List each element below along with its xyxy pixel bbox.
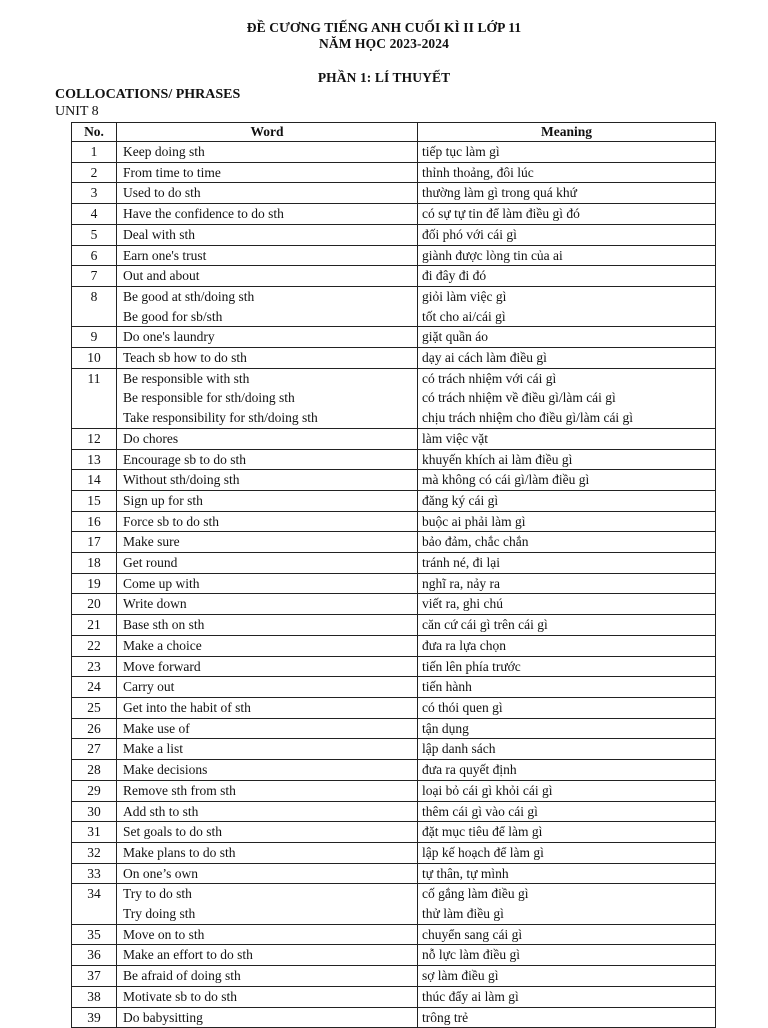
table-row bbox=[72, 368, 716, 428]
meaning-line: có sự tự tin để làm điều gì đó bbox=[422, 206, 580, 222]
word-cell bbox=[117, 511, 418, 532]
table-row bbox=[72, 635, 716, 656]
word-line: Force sb to do sth bbox=[123, 513, 219, 529]
table-row bbox=[72, 327, 716, 348]
meaning-line: lập kế hoạch để làm gì bbox=[422, 844, 544, 860]
row-number: 23 bbox=[72, 656, 117, 677]
meaning-cell bbox=[418, 863, 716, 884]
meaning-cell bbox=[418, 327, 716, 348]
meaning-line: mà không có cái gì/làm điều gì bbox=[422, 472, 590, 488]
word-cell bbox=[117, 327, 418, 348]
meaning-line: nghĩ ra, nảy ra bbox=[422, 575, 500, 591]
word-cell bbox=[117, 697, 418, 718]
row-number: 19 bbox=[72, 573, 117, 594]
row-number: 10 bbox=[72, 348, 117, 369]
word-line: Deal with sth bbox=[123, 226, 195, 242]
word-cell bbox=[117, 449, 418, 470]
meaning-cell bbox=[418, 162, 716, 183]
word-line: Do babysitting bbox=[123, 1009, 203, 1025]
meaning-line: thường làm gì trong quá khứ bbox=[422, 185, 577, 201]
word-line: Set goals to do sth bbox=[123, 824, 223, 840]
table-body bbox=[72, 142, 716, 1028]
meaning-line: có thói quen gì bbox=[422, 699, 503, 715]
word-line: Do chores bbox=[123, 430, 179, 446]
word-cell bbox=[117, 945, 418, 966]
meaning-line: tiến hành bbox=[422, 679, 472, 695]
table-row bbox=[72, 162, 716, 183]
row-number: 20 bbox=[72, 594, 117, 615]
table-row bbox=[72, 1007, 716, 1028]
meaning-line: chuyển sang cái gì bbox=[422, 926, 523, 942]
meaning-cell bbox=[418, 532, 716, 553]
meaning-line: đi đây đi đó bbox=[422, 268, 487, 284]
column-header-word: Word bbox=[117, 123, 418, 142]
meaning-line: bảo đảm, chắc chắn bbox=[422, 534, 529, 550]
unit-label: UNIT 8 bbox=[55, 104, 99, 119]
meaning-line: viết ra, ghi chú bbox=[422, 596, 503, 612]
table-row bbox=[72, 739, 716, 760]
word-cell bbox=[117, 470, 418, 491]
row-number: 14 bbox=[72, 470, 117, 491]
meaning-cell bbox=[418, 966, 716, 987]
table-row bbox=[72, 863, 716, 884]
row-number: 11 bbox=[72, 368, 117, 428]
table-row bbox=[72, 924, 716, 945]
meaning-line: cố gắng làm điều gì bbox=[422, 886, 529, 902]
row-number: 26 bbox=[72, 718, 117, 739]
meaning-line: buộc ai phải làm gì bbox=[422, 513, 526, 529]
table-row bbox=[72, 615, 716, 636]
word-cell bbox=[117, 863, 418, 884]
word-line: Move on to sth bbox=[123, 926, 205, 942]
meaning-line: đối phó với cái gì bbox=[422, 226, 517, 242]
word-cell bbox=[117, 635, 418, 656]
table-row bbox=[72, 553, 716, 574]
word-line: Make decisions bbox=[123, 762, 208, 778]
word-line: Be good for sb/sth bbox=[123, 308, 223, 324]
word-line: Be good at sth/doing sth bbox=[123, 288, 255, 304]
meaning-line: sợ làm điều gì bbox=[422, 968, 499, 984]
table-row bbox=[72, 490, 716, 511]
word-cell bbox=[117, 490, 418, 511]
word-cell bbox=[117, 677, 418, 698]
school-year: NĂM HỌC 2023-2024 bbox=[319, 36, 449, 51]
meaning-cell bbox=[418, 224, 716, 245]
table-row bbox=[72, 183, 716, 204]
meaning-cell bbox=[418, 986, 716, 1007]
word-line: Earn one's trust bbox=[123, 247, 207, 263]
meaning-cell bbox=[418, 760, 716, 781]
word-line: Do one's laundry bbox=[123, 329, 215, 345]
row-number: 39 bbox=[72, 1007, 117, 1028]
word-cell bbox=[117, 760, 418, 781]
word-line: Make use of bbox=[123, 720, 190, 736]
row-number: 33 bbox=[72, 863, 117, 884]
meaning-line: giành được lòng tin của ai bbox=[422, 247, 563, 263]
row-number: 31 bbox=[72, 822, 117, 843]
table-row bbox=[72, 780, 716, 801]
meaning-cell bbox=[418, 780, 716, 801]
word-line: Take responsibility for sth/doing sth bbox=[123, 410, 318, 426]
meaning-cell bbox=[418, 615, 716, 636]
meaning-line: có trách nhiệm với cái gì bbox=[422, 370, 557, 386]
meaning-line: tận dụng bbox=[422, 720, 469, 736]
meaning-cell bbox=[418, 490, 716, 511]
word-cell bbox=[117, 573, 418, 594]
row-number: 4 bbox=[72, 204, 117, 225]
word-cell bbox=[117, 553, 418, 574]
word-line: Base sth on sth bbox=[123, 617, 205, 633]
row-number: 12 bbox=[72, 428, 117, 449]
meaning-line: thử làm điều gì bbox=[422, 906, 504, 922]
table-row bbox=[72, 573, 716, 594]
table-row bbox=[72, 718, 716, 739]
word-line: Teach sb how to do sth bbox=[123, 350, 247, 366]
row-number: 5 bbox=[72, 224, 117, 245]
meaning-cell bbox=[418, 245, 716, 266]
row-number: 13 bbox=[72, 449, 117, 470]
table-row bbox=[72, 470, 716, 491]
table-row bbox=[72, 594, 716, 615]
word-line: Be responsible with sth bbox=[123, 370, 250, 386]
row-number: 8 bbox=[72, 286, 117, 326]
meaning-line: tránh né, đi lại bbox=[422, 555, 500, 571]
word-cell bbox=[117, 780, 418, 801]
table-row bbox=[72, 224, 716, 245]
word-line: Encourage sb to do sth bbox=[123, 451, 246, 467]
meaning-cell bbox=[418, 470, 716, 491]
row-number: 6 bbox=[72, 245, 117, 266]
table-row bbox=[72, 966, 716, 987]
table-row bbox=[72, 204, 716, 225]
meaning-cell bbox=[418, 266, 716, 287]
meaning-line: tiếp tục làm gì bbox=[422, 144, 500, 159]
word-cell bbox=[117, 368, 418, 428]
meaning-cell bbox=[418, 449, 716, 470]
meaning-line: chịu trách nhiệm cho điều gì/làm cái gì bbox=[422, 410, 634, 426]
word-cell bbox=[117, 842, 418, 863]
table-row bbox=[72, 822, 716, 843]
row-number: 16 bbox=[72, 511, 117, 532]
word-cell bbox=[117, 924, 418, 945]
table-row bbox=[72, 884, 716, 924]
row-number: 17 bbox=[72, 532, 117, 553]
meaning-cell bbox=[418, 1007, 716, 1028]
row-number: 24 bbox=[72, 677, 117, 698]
meaning-cell bbox=[418, 183, 716, 204]
row-number: 34 bbox=[72, 884, 117, 924]
document-title: ĐỀ CƯƠNG TIẾNG ANH CUỐI KÌ II LỚP 11 bbox=[246, 20, 522, 35]
meaning-cell bbox=[418, 511, 716, 532]
meaning-cell bbox=[418, 348, 716, 369]
word-cell bbox=[117, 204, 418, 225]
word-cell bbox=[117, 1007, 418, 1028]
meaning-line: đăng ký cái gì bbox=[422, 492, 499, 508]
meaning-line: nỗ lực làm điều gì bbox=[422, 947, 521, 963]
word-line: Without sth/doing sth bbox=[123, 472, 240, 488]
meaning-line: đưa ra lựa chọn bbox=[422, 637, 506, 653]
word-line: Get into the habit of sth bbox=[123, 699, 251, 715]
table-row bbox=[72, 142, 716, 163]
word-line: Out and about bbox=[123, 268, 200, 284]
meaning-line: tiến lên phía trước bbox=[422, 658, 521, 674]
meaning-line: thúc đẩy ai làm gì bbox=[422, 988, 519, 1004]
meaning-cell bbox=[418, 697, 716, 718]
header-row bbox=[72, 123, 716, 142]
word-line: Sign up for sth bbox=[123, 492, 203, 508]
row-number: 38 bbox=[72, 986, 117, 1007]
word-cell bbox=[117, 615, 418, 636]
row-number: 29 bbox=[72, 780, 117, 801]
word-line: Keep doing sth bbox=[123, 144, 205, 159]
meaning-cell bbox=[418, 822, 716, 843]
word-cell bbox=[117, 245, 418, 266]
meaning-line: thêm cái gì vào cái gì bbox=[422, 803, 538, 819]
meaning-line: thỉnh thoảng, đôi lúc bbox=[422, 164, 534, 180]
word-line: Be afraid of doing sth bbox=[123, 968, 241, 984]
row-number: 2 bbox=[72, 162, 117, 183]
word-cell bbox=[117, 884, 418, 924]
word-line: Make sure bbox=[123, 534, 180, 550]
word-cell bbox=[117, 718, 418, 739]
table-row bbox=[72, 286, 716, 326]
table-row bbox=[72, 656, 716, 677]
word-line: Make a choice bbox=[123, 637, 202, 653]
word-line: Add sth to sth bbox=[123, 803, 199, 819]
meaning-line: đặt mục tiêu để làm gì bbox=[422, 824, 543, 840]
meaning-cell bbox=[418, 428, 716, 449]
word-cell bbox=[117, 224, 418, 245]
row-number: 37 bbox=[72, 966, 117, 987]
meaning-line: trông trẻ bbox=[422, 1009, 469, 1025]
word-line: Try to do sth bbox=[123, 886, 192, 902]
meaning-cell bbox=[418, 842, 716, 863]
row-number: 1 bbox=[72, 142, 117, 163]
meaning-cell bbox=[418, 924, 716, 945]
meaning-line: loại bỏ cái gì khỏi cái gì bbox=[422, 782, 553, 798]
word-line: Remove sth from sth bbox=[123, 782, 236, 798]
word-cell bbox=[117, 532, 418, 553]
word-line: Make plans to do sth bbox=[123, 844, 236, 860]
meaning-cell bbox=[418, 801, 716, 822]
word-line: Get round bbox=[123, 555, 178, 571]
word-cell bbox=[117, 966, 418, 987]
word-line: Come up with bbox=[123, 575, 200, 591]
row-number: 18 bbox=[72, 553, 117, 574]
word-line: Used to do sth bbox=[123, 185, 201, 201]
row-number: 25 bbox=[72, 697, 117, 718]
row-number: 35 bbox=[72, 924, 117, 945]
meaning-line: dạy ai cách làm điều gì bbox=[422, 350, 547, 366]
row-number: 28 bbox=[72, 760, 117, 781]
word-cell bbox=[117, 656, 418, 677]
row-number: 22 bbox=[72, 635, 117, 656]
word-line: Make a list bbox=[123, 741, 183, 757]
word-cell bbox=[117, 428, 418, 449]
table-row bbox=[72, 245, 716, 266]
column-header-no: No. bbox=[72, 123, 117, 142]
word-cell bbox=[117, 801, 418, 822]
meaning-cell bbox=[418, 656, 716, 677]
word-cell bbox=[117, 822, 418, 843]
word-line: On one’s own bbox=[123, 865, 198, 881]
word-cell bbox=[117, 348, 418, 369]
word-line: Move forward bbox=[123, 658, 201, 674]
word-cell bbox=[117, 162, 418, 183]
row-number: 9 bbox=[72, 327, 117, 348]
word-cell bbox=[117, 266, 418, 287]
word-cell bbox=[117, 286, 418, 326]
meaning-line: làm việc vặt bbox=[422, 430, 488, 446]
table-row bbox=[72, 428, 716, 449]
table-row bbox=[72, 801, 716, 822]
meaning-line: tự thân, tự mình bbox=[422, 865, 509, 881]
meaning-line: đưa ra quyết định bbox=[422, 762, 517, 778]
row-number: 15 bbox=[72, 490, 117, 511]
row-number: 3 bbox=[72, 183, 117, 204]
meaning-cell bbox=[418, 594, 716, 615]
row-number: 32 bbox=[72, 842, 117, 863]
word-line: Be responsible for sth/doing sth bbox=[123, 390, 295, 406]
vocabulary-table bbox=[71, 122, 716, 1028]
part-title: PHẦN 1: LÍ THUYẾT bbox=[317, 70, 451, 85]
word-cell bbox=[117, 183, 418, 204]
table-row bbox=[72, 348, 716, 369]
word-cell bbox=[117, 739, 418, 760]
row-number: 7 bbox=[72, 266, 117, 287]
table-row bbox=[72, 697, 716, 718]
table-row bbox=[72, 986, 716, 1007]
table-row bbox=[72, 945, 716, 966]
table-header bbox=[72, 123, 716, 142]
meaning-line: tốt cho ai/cái gì bbox=[422, 308, 506, 324]
meaning-line: lập danh sách bbox=[422, 741, 496, 757]
meaning-line: giỏi làm việc gì bbox=[422, 288, 507, 304]
table-row bbox=[72, 532, 716, 553]
meaning-cell bbox=[418, 635, 716, 656]
meaning-line: có trách nhiệm về điều gì/làm cái gì bbox=[422, 390, 616, 406]
word-line: Write down bbox=[123, 596, 187, 612]
word-line: From time to time bbox=[123, 164, 221, 180]
table-row bbox=[72, 449, 716, 470]
meaning-cell bbox=[418, 945, 716, 966]
row-number: 36 bbox=[72, 945, 117, 966]
meaning-cell bbox=[418, 142, 716, 163]
section-heading: COLLOCATIONS/ PHRASES bbox=[55, 87, 241, 102]
column-header-meaning: Meaning bbox=[418, 123, 716, 142]
meaning-line: khuyến khích ai làm điều gì bbox=[422, 451, 573, 467]
word-cell bbox=[117, 142, 418, 163]
meaning-line: giặt quần áo bbox=[422, 329, 488, 345]
row-number: 21 bbox=[72, 615, 117, 636]
word-line: Try doing sth bbox=[123, 906, 196, 922]
table-row bbox=[72, 842, 716, 863]
word-line: Motivate sb to do sth bbox=[123, 988, 237, 1004]
word-line: Carry out bbox=[123, 679, 175, 695]
meaning-cell bbox=[418, 573, 716, 594]
meaning-cell bbox=[418, 204, 716, 225]
word-line: Have the confidence to do sth bbox=[123, 206, 284, 222]
table-row bbox=[72, 677, 716, 698]
table-row bbox=[72, 511, 716, 532]
word-line: Make an effort to do sth bbox=[123, 947, 253, 963]
meaning-cell bbox=[418, 718, 716, 739]
meaning-cell bbox=[418, 677, 716, 698]
meaning-cell bbox=[418, 368, 716, 428]
meaning-line: căn cứ cái gì trên cái gì bbox=[422, 617, 548, 633]
word-cell bbox=[117, 986, 418, 1007]
row-number: 27 bbox=[72, 739, 117, 760]
meaning-cell bbox=[418, 739, 716, 760]
row-number: 30 bbox=[72, 801, 117, 822]
meaning-cell bbox=[418, 553, 716, 574]
word-cell bbox=[117, 594, 418, 615]
table-row bbox=[72, 266, 716, 287]
table-row bbox=[72, 760, 716, 781]
meaning-cell bbox=[418, 286, 716, 326]
meaning-cell bbox=[418, 884, 716, 924]
